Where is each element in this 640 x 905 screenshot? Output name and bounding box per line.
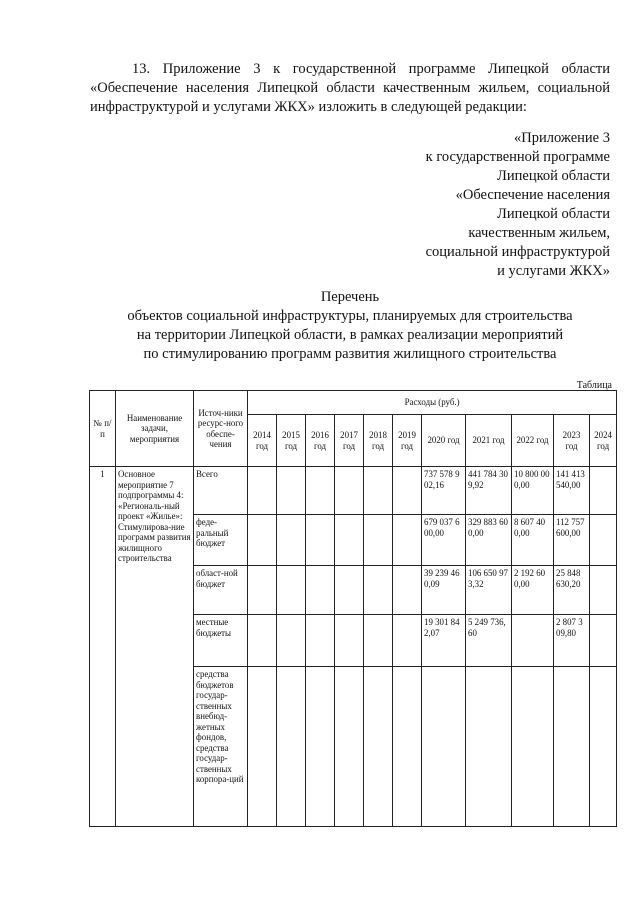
list-title-line: Перечень <box>320 289 380 305</box>
source-cell: местные бюджеты <box>194 615 248 667</box>
year-header: 2018 год <box>364 415 393 467</box>
value-cell: 441 784 309,92 <box>466 467 512 515</box>
value-cell <box>554 667 590 827</box>
value-cell <box>277 467 306 515</box>
year-header: 2022 год <box>512 415 554 467</box>
year-header: 2015 год <box>277 415 306 467</box>
expenses-table <box>89 390 617 827</box>
value-cell <box>248 667 277 827</box>
value-cell <box>335 615 364 667</box>
intro-paragraph: 13. Приложение 3 к государственной программе Липецкой области «Обеспечение населения Липецкой области качественным жильем, социальной инфраструктурой и услугами ЖКХ» изложить в следующей редакции: <box>90 61 610 115</box>
list-title-line: по стимулированию программ развития жилищного строительства <box>143 346 557 362</box>
year-header: 2024 год <box>590 415 617 467</box>
task-name: Основное мероприятие 7 подпрограммы 4: «Региональ-ный проект «Жилье»: Стимулирова-ние программ развития жилищного строительства <box>116 467 194 827</box>
header-expenses: Расходы (руб.) <box>248 391 617 415</box>
value-cell <box>277 566 306 615</box>
appendix-line: Липецкой области <box>497 206 610 222</box>
list-title-line: на территории Липецкой области, в рамках реализации мероприятий <box>136 327 564 343</box>
year-header: 2021 год <box>466 415 512 467</box>
source-cell: средства бюджетов государ-ственных внебюд-жетных фондов, средства государ-ственных корпора-ций <box>194 667 248 827</box>
year-header: 2016 год <box>306 415 335 467</box>
appendix-line: качественным жильем, <box>468 225 610 241</box>
value-cell <box>306 515 335 566</box>
value-cell <box>393 667 422 827</box>
source-cell: Всего <box>194 467 248 515</box>
value-cell <box>248 515 277 566</box>
source-cell: феде-ральный бюджет <box>194 515 248 566</box>
value-cell <box>335 667 364 827</box>
value-cell <box>306 566 335 615</box>
value-cell: 2 192 600,00 <box>512 566 554 615</box>
value-cell <box>364 667 393 827</box>
value-cell <box>364 615 393 667</box>
value-cell <box>306 667 335 827</box>
value-cell: 39 239 460,09 <box>422 566 466 615</box>
value-cell <box>306 467 335 515</box>
list-title <box>90 288 610 364</box>
header-source: Источ-ники ресурс-ного обеспе-чения <box>194 391 248 467</box>
row-number: 1 <box>90 467 116 827</box>
value-cell <box>364 467 393 515</box>
value-cell <box>248 566 277 615</box>
appendix-line: и услугами ЖКХ» <box>497 263 610 279</box>
source-cell: област-ной бюджет <box>194 566 248 615</box>
value-cell <box>422 667 466 827</box>
year-header: 2019 год <box>393 415 422 467</box>
year-header: 2023 год <box>554 415 590 467</box>
value-cell <box>277 515 306 566</box>
value-cell <box>512 615 554 667</box>
value-cell <box>364 566 393 615</box>
value-cell <box>590 467 617 515</box>
value-cell <box>248 615 277 667</box>
value-cell <box>335 515 364 566</box>
value-cell <box>248 467 277 515</box>
appendix-heading <box>350 129 610 281</box>
value-cell: 19 301 842,07 <box>422 615 466 667</box>
list-title-line: объектов социальной инфраструктуры, планируемых для строительства <box>127 308 573 324</box>
value-cell: 737 578 902,16 <box>422 467 466 515</box>
value-cell <box>277 615 306 667</box>
value-cell: 106 650 973,32 <box>466 566 512 615</box>
value-cell <box>393 515 422 566</box>
value-cell <box>590 615 617 667</box>
value-cell <box>306 615 335 667</box>
value-cell <box>335 467 364 515</box>
value-cell <box>512 667 554 827</box>
value-cell <box>590 566 617 615</box>
table-row <box>90 467 617 515</box>
appendix-line: Липецкой области <box>497 168 610 184</box>
year-header: 2020 год <box>422 415 466 467</box>
appendix-line: «Приложение 3 <box>514 130 610 146</box>
value-cell: 25 848 630,20 <box>554 566 590 615</box>
appendix-line: «Обеспечение населения <box>455 187 610 203</box>
value-cell <box>277 667 306 827</box>
value-cell: 112 757 600,00 <box>554 515 590 566</box>
value-cell: 8 607 400,00 <box>512 515 554 566</box>
value-cell <box>393 467 422 515</box>
value-cell: 141 413 540,00 <box>554 467 590 515</box>
value-cell <box>590 667 617 827</box>
header-task: Наименование задачи, мероприятия <box>116 391 194 467</box>
value-cell: 679 037 600,00 <box>422 515 466 566</box>
table-label: Таблица <box>576 380 612 391</box>
appendix-line: к государственной программе <box>425 149 610 165</box>
value-cell <box>393 615 422 667</box>
value-cell <box>393 566 422 615</box>
value-cell: 2 807 309,80 <box>554 615 590 667</box>
year-header: 2017 год <box>335 415 364 467</box>
value-cell <box>335 566 364 615</box>
value-cell <box>466 667 512 827</box>
value-cell <box>364 515 393 566</box>
value-cell: 10 800 000,00 <box>512 467 554 515</box>
year-header: 2014 год <box>248 415 277 467</box>
header-num: № п/п <box>90 391 116 467</box>
appendix-line: социальной инфраструктурой <box>425 244 610 260</box>
value-cell: 329 883 600,00 <box>466 515 512 566</box>
value-cell: 5 249 736,60 <box>466 615 512 667</box>
value-cell <box>590 515 617 566</box>
